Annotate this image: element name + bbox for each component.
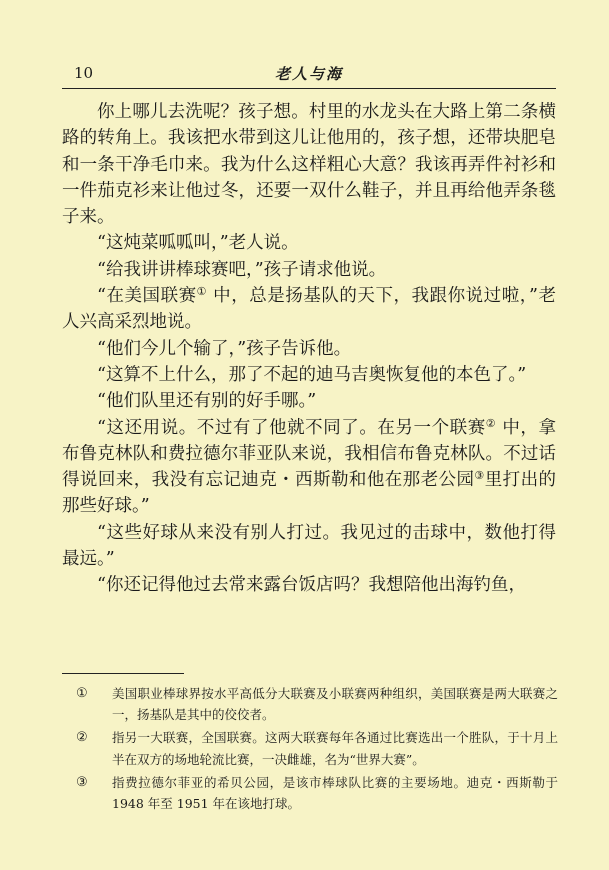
paragraph bbox=[62, 283, 556, 336]
footnote-ref[interactable]: ③ bbox=[474, 469, 485, 483]
body-text bbox=[62, 99, 556, 599]
paragraph-text: 里打出的那些好球。” bbox=[62, 470, 556, 517]
paragraph: 你上哪儿去洗呢？孩子想。村里的水龙头在大路上第二条横路的转角上。我该把水带到这儿让他用的，孩子想，还带块肥皂和一条干净毛巾来。我为什么这样粗心大意？我该再弄件衬衫和一件茄克衫来让他过冬，还要一双什么鞋子，并且再给他弄条毯子来。 bbox=[62, 102, 556, 228]
paragraph: “他们队里还有别的好手哪。” bbox=[97, 391, 317, 412]
paragraph: “这些好球从来没有别人打过。我见过的击球中，数他打得最远。” bbox=[62, 522, 556, 570]
footnotes bbox=[76, 683, 558, 816]
footnote-ref[interactable]: ① bbox=[196, 285, 208, 299]
paragraph: “这炖菜呱呱叫，”老人说。 bbox=[97, 233, 299, 254]
header-rule bbox=[62, 88, 556, 89]
running-title: 老人与海 bbox=[274, 65, 343, 83]
footnote bbox=[76, 727, 558, 769]
footnote bbox=[76, 772, 558, 814]
paragraph: “给我讲讲棒球赛吧，”孩子请求他说。 bbox=[97, 259, 387, 280]
footnote-mark: ② bbox=[76, 730, 88, 746]
footnote-mark: ③ bbox=[76, 774, 88, 790]
paragraph-text: “这还用说。不过有了他就不同了。在另一个联赛 bbox=[97, 417, 486, 438]
footnote-rule bbox=[62, 673, 184, 674]
footnote-text: 美国职业棒球界按水平高低分大联赛及小联赛两种组织，美国联赛是两大联赛之一，扬基队是其中的佼佼者。 bbox=[112, 686, 558, 723]
paragraph bbox=[62, 415, 556, 520]
paragraph-text: 中，总是扬基队的天下，我跟你说过啦，”老人兴高采烈地说。 bbox=[62, 286, 556, 333]
footnote-mark: ① bbox=[76, 686, 88, 701]
paragraph: “他们今儿个输了，”孩子告诉他。 bbox=[97, 338, 352, 359]
paragraph: “你还记得他过去常来露台饭店吗？我想陪他出海钓鱼， bbox=[97, 575, 526, 596]
footnote bbox=[76, 683, 558, 725]
footnote-text: 指另一大联赛，全国联赛。这两大联赛每年各通过比赛选出一个胜队，于十月上半在双方的场地轮流比赛，一决雌雄，名为“世界大赛”。 bbox=[112, 730, 558, 767]
footnote-text: 指费拉德尔菲亚的希贝公园，是该市棒球队比赛的主要场地。迪克・西斯勒于 1948 年至 1951 年在该地打球。 bbox=[112, 774, 558, 812]
paragraph-text: 中，拿布鲁克林队和费拉德尔菲亚队来说，我相信布鲁克林队。不过话得说回来，我没有忘记迪克・西斯勒和他在那老公园 bbox=[62, 417, 556, 491]
paragraph-text: “在美国联赛 bbox=[97, 286, 197, 307]
footnote-ref[interactable]: ② bbox=[485, 416, 497, 430]
paragraph: “这算不上什么，那了不起的迪马吉奥恢复他的本色了。” bbox=[97, 364, 527, 385]
page-header bbox=[62, 60, 556, 88]
page-number: 10 bbox=[74, 64, 94, 82]
